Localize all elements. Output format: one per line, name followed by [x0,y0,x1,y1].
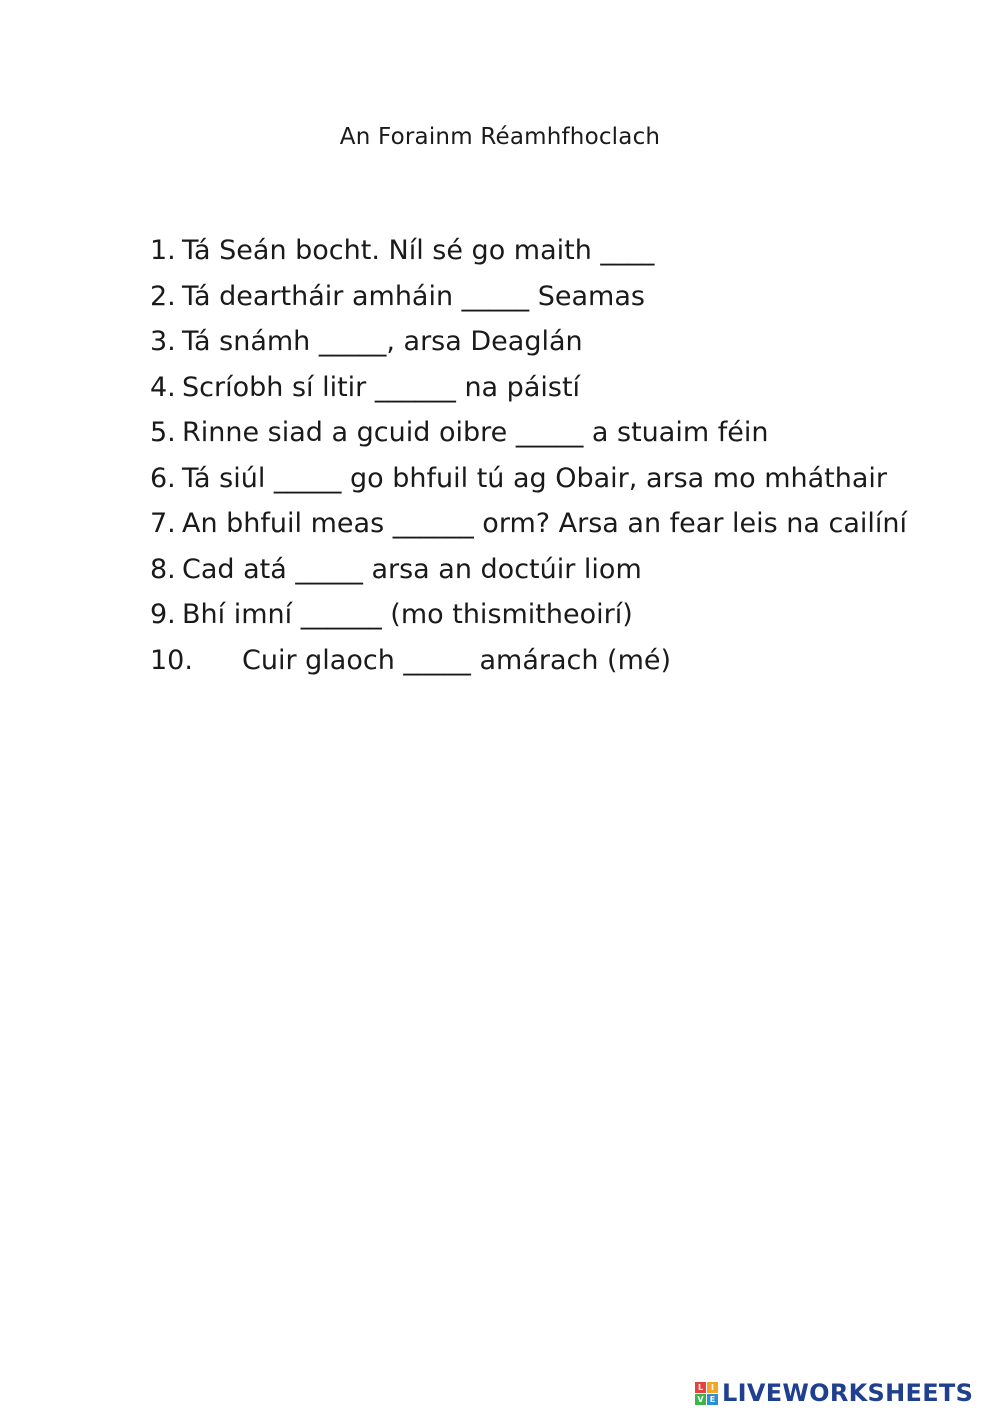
question-text: Tá deartháir amháin _____ Seamas [182,280,645,312]
question-item-6 [150,456,910,502]
question-item-8 [150,547,910,593]
question-number: 5. [150,417,176,448]
question-text: Rinne siad a gcuid oibre _____ a stuaim féin [182,417,769,448]
question-text: Bhí imní ______ (mo thismitheoirí) [182,599,633,630]
question-number: 4. [150,371,176,403]
question-number: 8. [150,553,176,585]
question-number: 1. [150,235,176,266]
question-list [150,228,910,683]
question-item-5 [150,410,910,456]
question-number: 9. [150,599,176,630]
question-text: Tá snámh _____, arsa Deaglán [182,326,583,357]
question-item-9 [150,592,910,638]
question-item-1 [150,228,910,274]
question-number: 7. [150,508,176,539]
question-number: 6. [150,462,176,494]
question-text: Tá siúl _____ go bhfuil tú ag Obair, arsa mo mháthair [182,462,887,494]
liveworksheets-logo-icon [695,1382,718,1405]
page-title: An Forainm Réamhfhoclach [339,124,661,150]
question-text: Cuir glaoch _____ amárach (mé) [242,644,672,676]
logo-cell: I [707,1382,718,1393]
logo-cell: L [695,1382,706,1393]
question-text: Scríobh sí litir ______ na páistí [182,371,581,403]
question-text: Tá Seán bocht. Níl sé go maith ____ [182,235,655,266]
logo-cell: V [695,1394,706,1405]
question-number: 10. [150,644,193,676]
question-number: 3. [150,326,176,357]
brand-name: LIVEWORKSHEETS [722,1379,974,1407]
question-text: Cad atá _____ arsa an doctúir liom [182,553,642,585]
question-text: An bhfuil meas ______ orm? Arsa an fear leis na cailíní [182,508,908,539]
question-item-3 [150,319,910,365]
liveworksheets-brand [695,1378,973,1408]
logo-cell: E [707,1394,718,1405]
question-item-7 [150,501,910,547]
question-item-2 [150,274,910,320]
question-number: 2. [150,280,176,312]
question-item-4 [150,365,910,411]
question-item-10 [150,638,910,684]
